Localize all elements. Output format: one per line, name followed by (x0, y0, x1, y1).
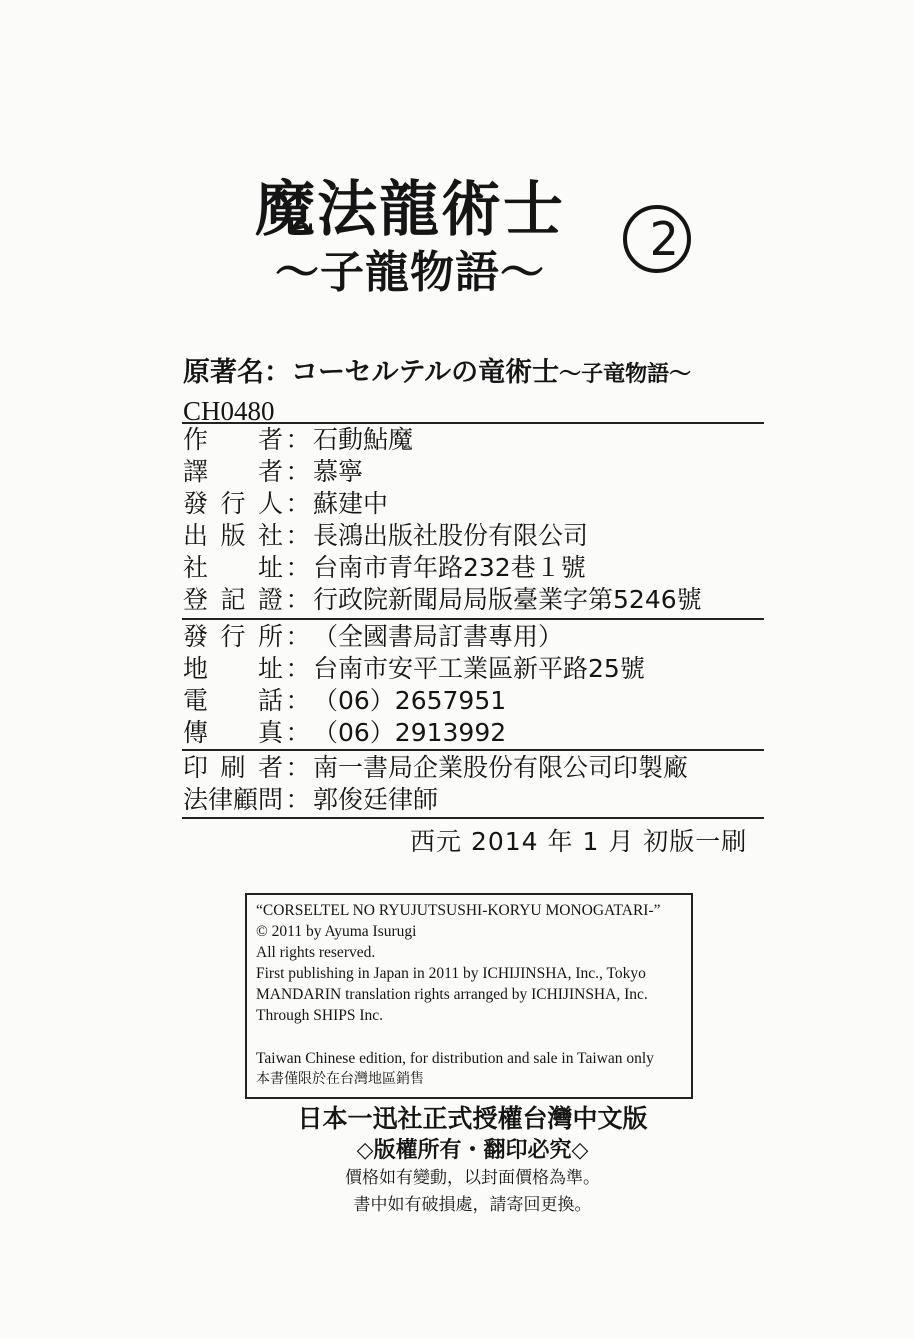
volume-number (623, 205, 691, 273)
credit-label-char: 律 (208, 785, 234, 814)
credit-label-char: 顧 (233, 785, 259, 814)
original-title (183, 355, 691, 393)
credit-label-char: 記 (220, 585, 246, 614)
credit-label-char: 行 (220, 489, 246, 518)
credit-colon: ： (285, 785, 311, 814)
credit-label-char: 址 (257, 553, 283, 582)
credit-label (183, 488, 283, 520)
credit-label-char: 地 (183, 654, 209, 683)
credit-colon: ： (285, 686, 311, 715)
credit-colon: ： (285, 489, 311, 518)
credit-label-char: 所 (257, 622, 283, 651)
credit-value: 台南市青年路232巷１號 (313, 553, 586, 582)
credit-label-char: 刷 (220, 753, 246, 782)
credit-colon: ： (285, 622, 311, 651)
credit-colon: ： (285, 521, 311, 550)
credit-label-char: 者 (257, 457, 283, 486)
credit-colon: ： (285, 425, 311, 454)
rights-reserved: ◇版權所有・翻印必究◇ (356, 1138, 589, 1163)
credit-label-char: 社 (257, 521, 283, 550)
credit-value: 南一書局企業股份有限公司印製廠 (313, 753, 689, 782)
credit-label (183, 621, 283, 653)
credit-label-char: 法 (183, 785, 209, 814)
credit-label-char: 傳 (183, 718, 209, 747)
distribution-notice-cn: 本書僅限於在台灣地區銷售 (256, 1071, 424, 1087)
book-title: 魔法龍術士 (255, 175, 565, 245)
credit-label (183, 717, 283, 749)
credit-label (183, 653, 283, 685)
credit-label-char: 社 (183, 553, 209, 582)
copyright-line: Through SHIPS Inc. (256, 1007, 384, 1024)
credit-label-char: 行 (220, 622, 246, 651)
copyright-box (245, 893, 693, 1099)
copyright-line: “CORSELTEL NO RYUJUTSUSHI-KORYU MONOGATARI-” (256, 902, 661, 919)
divider (182, 749, 764, 751)
credit-value: （全國書局訂書專用） (313, 622, 564, 651)
credit-row (183, 552, 773, 584)
credit-row (183, 584, 773, 616)
divider (182, 817, 764, 819)
credit-label (183, 552, 283, 584)
credit-colon: ： (285, 585, 311, 614)
credit-colon: ： (285, 457, 311, 486)
credit-label-char: 版 (220, 521, 246, 550)
credit-row (183, 520, 773, 552)
credit-label-char: 址 (257, 654, 283, 683)
book-subtitle: ～子龍物語～ (275, 247, 545, 298)
credit-row (183, 621, 773, 653)
credit-label (183, 784, 283, 816)
credit-label-char: 證 (257, 585, 283, 614)
divider (182, 618, 764, 620)
volume-digit: 2 (649, 212, 679, 266)
credit-label-char: 登 (183, 585, 209, 614)
credit-value: 郭俊廷律師 (313, 785, 439, 814)
official-edition: 日本一迅社正式授權台灣中文版 (297, 1104, 648, 1133)
publication-date: 西元 2014 年 1 月 初版一刷 (410, 827, 748, 856)
credit-label-char: 真 (257, 718, 283, 747)
copyright-line: MANDARIN translation rights arranged by ICHIJINSHA, Inc. (256, 986, 648, 1003)
distribution-notice: Taiwan Chinese edition, for distribution and sale in Taiwan only (256, 1050, 654, 1067)
credit-label-char: 話 (257, 686, 283, 715)
original-title-label: 原著名： (183, 357, 291, 388)
credit-label-char: 電 (183, 686, 209, 715)
credit-label-char: 印 (183, 753, 209, 782)
credit-row (183, 717, 773, 749)
credit-row (183, 653, 773, 685)
credit-value: （06）2657951 (313, 686, 507, 715)
credit-row (183, 685, 773, 717)
original-title-subtitle: ～子竜物語～ (559, 362, 692, 387)
credit-label-char: 問 (258, 785, 284, 814)
credit-label (183, 752, 283, 784)
credit-label (183, 685, 283, 717)
credit-colon: ： (285, 553, 311, 582)
copyright-line: All rights reserved. (256, 944, 376, 961)
credit-row (183, 424, 773, 456)
credit-value: 慕寧 (313, 457, 364, 486)
credit-label (183, 456, 283, 488)
price-note: 價格如有變動，以封面價格為準。 (345, 1168, 600, 1188)
credit-label-char: 者 (257, 753, 283, 782)
credit-row (183, 752, 773, 784)
credit-label-char: 人 (257, 489, 283, 518)
credit-label (183, 584, 283, 616)
credit-value: 長鴻出版社股份有限公司 (313, 521, 589, 550)
damage-note: 書中如有破損處，請寄回更換。 (353, 1195, 592, 1215)
credit-label-char: 者 (257, 425, 283, 454)
credit-value: （06）2913992 (313, 718, 507, 747)
credits-group-printer (183, 752, 773, 816)
credit-row (183, 784, 773, 816)
credit-label-char: 譯 (183, 457, 209, 486)
catalog-code: CH0480 (183, 396, 275, 426)
copyright-line: First publishing in Japan in 2011 by ICHIJINSHA, Inc., Tokyo (256, 965, 646, 982)
original-title-name: コーセルテルの竜術士 (291, 357, 560, 388)
credit-value: 台南市安平工業區新平路25號 (313, 654, 645, 683)
credit-row (183, 488, 773, 520)
credit-value: 蘇建中 (313, 489, 389, 518)
credit-row (183, 456, 773, 488)
credit-label-char: 發 (183, 622, 209, 651)
title-block (255, 175, 715, 305)
credit-value: 行政院新聞局局版臺業字第5246號 (313, 585, 702, 614)
credits-group-distributor (183, 621, 773, 749)
credit-colon: ： (285, 654, 311, 683)
credit-label-char: 作 (183, 425, 209, 454)
credit-label (183, 424, 283, 456)
credit-colon: ： (285, 753, 311, 782)
credits-group-publisher (183, 424, 773, 616)
credit-label (183, 520, 283, 552)
credit-colon: ： (285, 718, 311, 747)
copyright-line: © 2011 by Ayuma Isurugi (256, 923, 417, 940)
credit-value: 石動鮎魔 (313, 425, 414, 454)
credit-label-char: 出 (183, 521, 209, 550)
credit-label-char: 發 (183, 489, 209, 518)
